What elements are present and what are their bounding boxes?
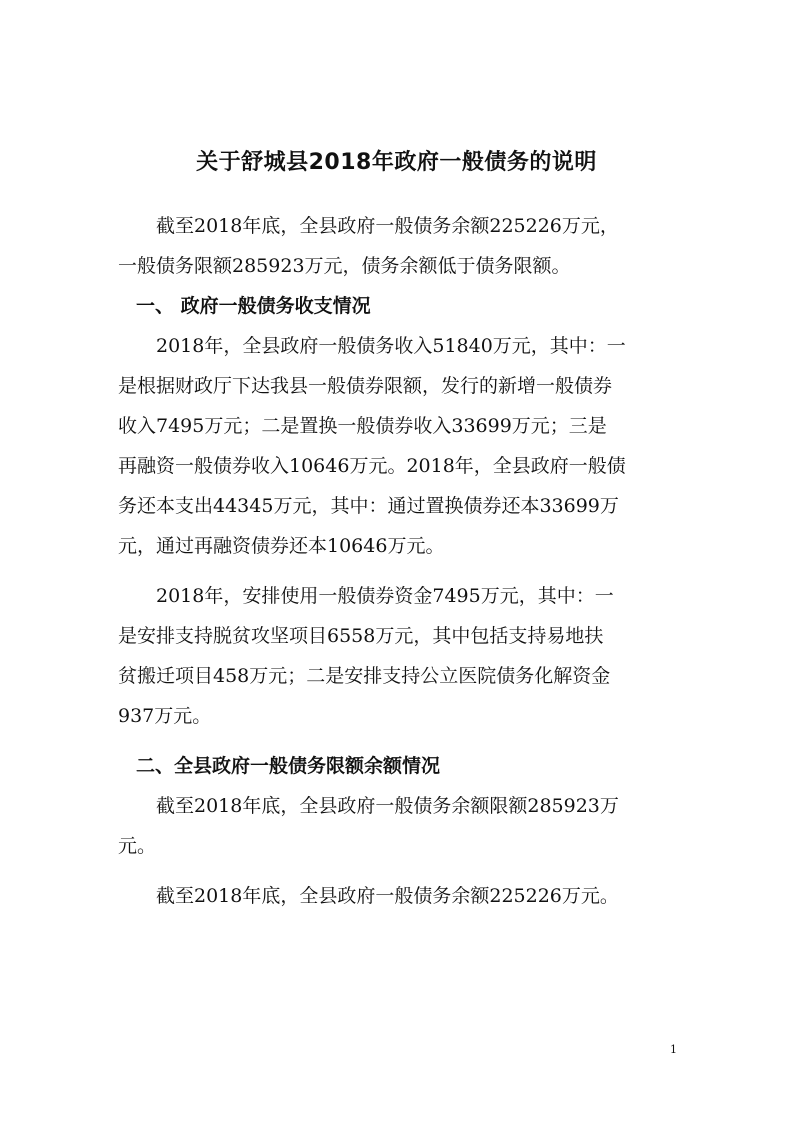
section-1-para-1-line-2: 是根据财政厅下达我县一般债券限额，发行的新增一般债券 bbox=[118, 375, 613, 397]
section-1-para-2-line-2: 是安排支持脱贫攻坚项目6558万元，其中包括支持易地扶 bbox=[118, 625, 604, 647]
document-title: 关于舒城县2018年政府一般债务的说明 bbox=[196, 150, 597, 175]
section-1-para-2-line-4: 937万元。 bbox=[118, 705, 212, 727]
section-1-para-2-line-3: 贫搬迁项目458万元；二是安排支持公立医院债务化解资金 bbox=[118, 665, 611, 687]
document-body bbox=[118, 206, 675, 916]
section-1-heading: 一、 政府一般债务收支情况 bbox=[136, 295, 371, 317]
section-2-para-1-line-2: 元。 bbox=[118, 835, 157, 857]
intro-line-2: 一般债务限额285923万元，债务余额低于债务限额。 bbox=[118, 255, 571, 277]
paragraph-gap bbox=[118, 866, 675, 876]
section-1-para-2-line-1: 2018年，安排使用一般债券资金7495万元，其中：一 bbox=[156, 585, 614, 607]
section-2-para-1-line-1: 截至2018年底，全县政府一般债务余额限额285923万 bbox=[156, 795, 619, 817]
section-2-para-2-line-1: 截至2018年底，全县政府一般债务余额225226万元。 bbox=[156, 885, 619, 907]
section-1-para-1-line-6: 元，通过再融资债券还本10646万元。 bbox=[118, 535, 445, 557]
intro-line-1: 截至2018年底，全县政府一般债务余额225226万元， bbox=[156, 215, 619, 237]
section-1-para-1-line-3: 收入7495万元；二是置换一般债券收入33699万元；三是 bbox=[118, 415, 607, 437]
paragraph-gap bbox=[118, 566, 675, 576]
paragraph-gap bbox=[118, 736, 675, 746]
section-1-para-1-line-4: 再融资一般债券收入10646万元。2018年，全县政府一般债 bbox=[118, 455, 626, 477]
section-1-para-1-line-5: 务还本支出44345万元，其中：通过置换债券还本33699万 bbox=[118, 495, 619, 517]
section-2-heading: 二、全县政府一般债务限额余额情况 bbox=[136, 755, 441, 777]
page-number: 1 bbox=[670, 1043, 677, 1056]
section-1-para-1-line-1: 2018年，全县政府一般债务收入51840万元，其中：一 bbox=[156, 335, 626, 357]
